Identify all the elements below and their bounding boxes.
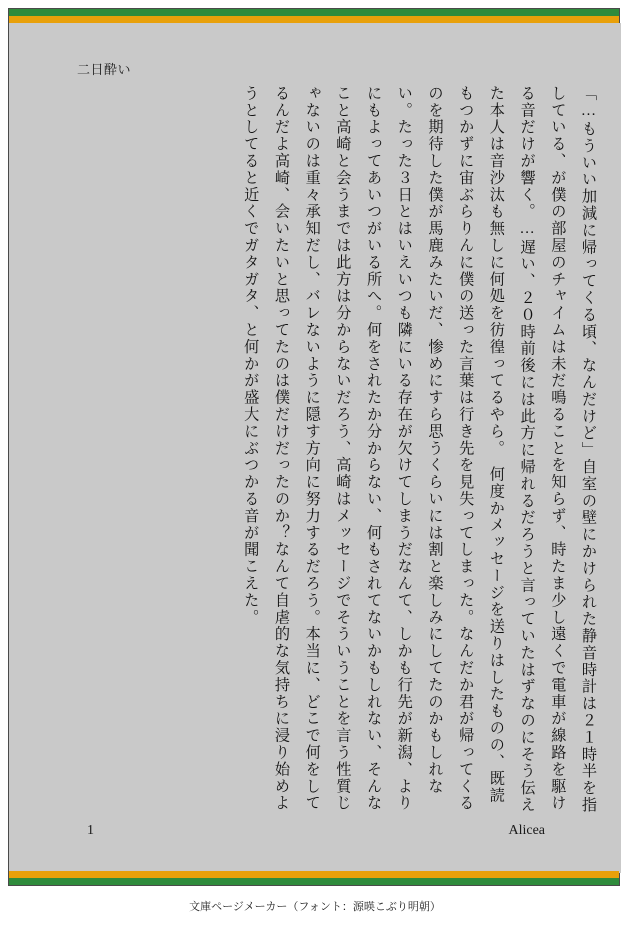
band-top-green-stripe [9, 9, 619, 16]
vertical-body-text [47, 85, 603, 815]
paper-body [9, 23, 621, 873]
generator-caption: 文庫ページメーカー（フォント：源暎こぶり明朝） [189, 901, 441, 913]
band-bottom-gold-stripe [9, 871, 619, 878]
body-paragraph: 「…もういい加減に帰ってくる頃、なんだけど」自室の壁にかけられた静音時計は２１時半を指している、が僕の部屋のチャイムは未だ鳴ることを知らず、時たま少し遠くで電車が線路を駆ける音だけが響く。…遅い、２０時前後には此方に帰れるだろうと言っていたはずなのにそう伝えた本人は音沙汰も無しに何処を彷徨ってるやら。 何度かメッセージを送りはしたものの、既読もつかずに宙ぶらりんに僕の送った言葉は行き先を見失ってしまった。なんだか君が帰ってくるのを期待した僕が馬鹿みたいだ、惨めにすら思うくらいには割と楽しみにしてたのかもしれない。たった３日とはいえいつも隣にいる存在が欠けてしまうだなんて、しかも行先が新潟、よりにもよってあいつがいる所へ。何をされたか分からない、何もされてないかもしれない、そんなこと高崎と会うまでは此方は分からないだろう、高崎はメッセージでそういうことを言う性質じゃないのは重々承知だし、バレないように隠す方向に努力するだろう。本当に、どこで何をしてるんだよ高崎、会いたいと思ってたのは僕だけだったのか？なんて自虐的な気持ちに浸り始めようとしてると近くでガタガタ、と何かが盛大にぶつかる音が聞こえた。 [242, 85, 597, 814]
band-top-gold-stripe [9, 16, 619, 23]
decorative-band-top [9, 9, 619, 23]
book-page-sheet [8, 8, 620, 886]
page-number: 1 [87, 823, 94, 838]
band-bottom-green-stripe [9, 878, 619, 885]
page-title: 二日酔い [77, 62, 132, 77]
author-name: Alicea [508, 823, 545, 838]
decorative-band-bottom [9, 871, 619, 885]
